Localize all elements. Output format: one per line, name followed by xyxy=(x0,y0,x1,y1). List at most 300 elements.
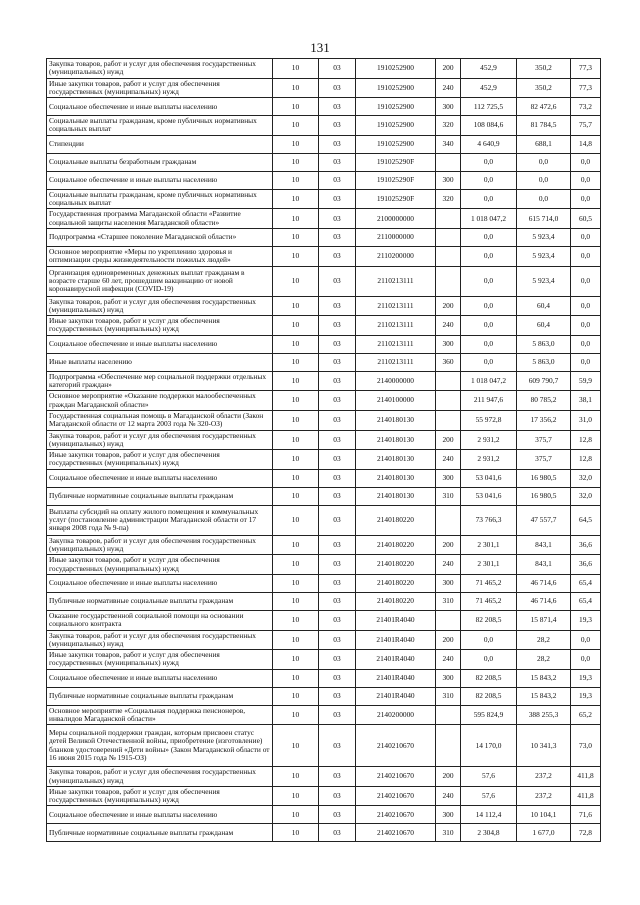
row-plan-amount: 0,0 xyxy=(461,266,517,296)
row-executed-amount: 15 871,4 xyxy=(517,610,571,630)
row-target-article: 191025290F xyxy=(356,189,436,209)
row-plan-amount: 0,0 xyxy=(461,316,517,336)
row-executed-amount: 0,0 xyxy=(517,189,571,209)
row-name: Иные закупки товаров, работ и услуг для обеспечения государственных (муниципальных) нужд xyxy=(47,78,273,98)
row-section: 10 xyxy=(273,371,319,391)
row-percent: 0,0 xyxy=(571,246,601,266)
row-subsection: 03 xyxy=(319,371,356,391)
table-row xyxy=(47,592,601,610)
row-section: 10 xyxy=(273,469,319,487)
table-row xyxy=(47,135,601,153)
row-name: Основное мероприятие «Меры по укреплению здоровья и оптимизации среды жизнедеятельности пожилых людей» xyxy=(47,246,273,266)
row-executed-amount: 5 863,0 xyxy=(517,353,571,371)
row-target-article: 2140100000 xyxy=(356,391,436,411)
row-plan-amount: 0,0 xyxy=(461,228,517,246)
row-section: 10 xyxy=(273,630,319,650)
row-section: 10 xyxy=(273,705,319,725)
row-name: Закупка товаров, работ и услуг для обеспечения государственных (муниципальных) нужд xyxy=(47,630,273,650)
row-expense-type: 240 xyxy=(436,316,461,336)
row-target-article: 2140180130 xyxy=(356,487,436,505)
row-section: 10 xyxy=(273,335,319,353)
row-percent: 65,4 xyxy=(571,592,601,610)
row-section: 10 xyxy=(273,824,319,842)
table-row xyxy=(47,296,601,316)
row-percent: 0,0 xyxy=(571,171,601,189)
row-executed-amount: 1 677,0 xyxy=(517,824,571,842)
table-row xyxy=(47,669,601,687)
row-subsection: 03 xyxy=(319,650,356,670)
row-subsection: 03 xyxy=(319,469,356,487)
row-target-article: 2140000000 xyxy=(356,371,436,391)
row-percent: 0,0 xyxy=(571,316,601,336)
table-row xyxy=(47,574,601,592)
row-executed-amount: 609 790,7 xyxy=(517,371,571,391)
row-target-article: 2140180130 xyxy=(356,450,436,470)
row-expense-type: 200 xyxy=(436,59,461,79)
row-subsection: 03 xyxy=(319,450,356,470)
row-plan-amount: 0,0 xyxy=(461,171,517,189)
table-body xyxy=(47,59,601,842)
row-target-article: 21401R4040 xyxy=(356,630,436,650)
row-plan-amount: 2 301,1 xyxy=(461,535,517,555)
row-executed-amount: 15 843,2 xyxy=(517,687,571,705)
row-name: Публичные нормативные социальные выплаты гражданам xyxy=(47,487,273,505)
row-percent: 0,0 xyxy=(571,353,601,371)
row-section: 10 xyxy=(273,246,319,266)
row-percent: 64,5 xyxy=(571,505,601,535)
row-subsection: 03 xyxy=(319,296,356,316)
row-executed-amount: 350,2 xyxy=(517,78,571,98)
table-row xyxy=(47,469,601,487)
row-target-article: 2140200000 xyxy=(356,705,436,725)
row-target-article: 1910252900 xyxy=(356,78,436,98)
row-plan-amount: 73 766,3 xyxy=(461,505,517,535)
row-name: Иные закупки товаров, работ и услуг для обеспечения государственных (муниципальных) нужд xyxy=(47,555,273,575)
row-percent: 36,6 xyxy=(571,535,601,555)
row-section: 10 xyxy=(273,535,319,555)
row-target-article: 2140180220 xyxy=(356,574,436,592)
row-target-article: 2140210670 xyxy=(356,824,436,842)
row-expense-type xyxy=(436,391,461,411)
row-subsection: 03 xyxy=(319,555,356,575)
row-executed-amount: 375,7 xyxy=(517,450,571,470)
row-section: 10 xyxy=(273,786,319,806)
row-executed-amount: 237,2 xyxy=(517,767,571,787)
row-executed-amount: 10 104,1 xyxy=(517,806,571,824)
row-name: Меры социальной поддержки граждан, которым присвоен статус детей Великой Отечественной войны, приобретение (изготовление) бланков удостоверений «Дети войны» (Закон Магаданской области от 16 июня 2015 года № 1915-ОЗ) xyxy=(47,725,273,767)
row-target-article: 2100000000 xyxy=(356,209,436,229)
row-expense-type xyxy=(436,725,461,767)
row-target-article: 2110000000 xyxy=(356,228,436,246)
row-subsection: 03 xyxy=(319,189,356,209)
table-row xyxy=(47,316,601,336)
row-executed-amount: 16 980,5 xyxy=(517,469,571,487)
row-percent: 38,1 xyxy=(571,391,601,411)
table-row xyxy=(47,189,601,209)
row-target-article: 2140180130 xyxy=(356,430,436,450)
row-name: Подпрограмма «Старшее поколение Магаданской области» xyxy=(47,228,273,246)
row-section: 10 xyxy=(273,228,319,246)
table-row xyxy=(47,450,601,470)
row-target-article: 1910252900 xyxy=(356,59,436,79)
row-expense-type: 310 xyxy=(436,487,461,505)
table-row xyxy=(47,705,601,725)
row-plan-amount: 112 725,5 xyxy=(461,98,517,116)
row-executed-amount: 5 923,4 xyxy=(517,266,571,296)
row-name: Иные выплаты населению xyxy=(47,353,273,371)
row-section: 10 xyxy=(273,209,319,229)
row-plan-amount: 55 972,8 xyxy=(461,410,517,430)
row-section: 10 xyxy=(273,725,319,767)
row-plan-amount: 211 947,6 xyxy=(461,391,517,411)
row-expense-type xyxy=(436,228,461,246)
row-expense-type xyxy=(436,246,461,266)
row-subsection: 03 xyxy=(319,430,356,450)
row-name: Оказание государственной социальной помощи на основании социального контракта xyxy=(47,610,273,630)
row-plan-amount: 0,0 xyxy=(461,189,517,209)
row-expense-type: 240 xyxy=(436,78,461,98)
row-target-article: 191025290F xyxy=(356,171,436,189)
table-row xyxy=(47,228,601,246)
row-expense-type: 240 xyxy=(436,786,461,806)
row-percent: 73,0 xyxy=(571,725,601,767)
row-expense-type: 200 xyxy=(436,767,461,787)
table-row xyxy=(47,171,601,189)
row-name: Основное мероприятие «Социальная поддержка пенсионеров, инвалидов Магаданской области» xyxy=(47,705,273,725)
row-plan-amount: 108 084,6 xyxy=(461,116,517,136)
row-target-article: 1910252900 xyxy=(356,116,436,136)
row-plan-amount: 0,0 xyxy=(461,153,517,171)
row-name: Социальное обеспечение и иные выплаты населению xyxy=(47,469,273,487)
row-name: Выплаты субсидий на оплату жилого помещения и коммунальных услуг (постановление администрации Магаданской области от 17 января 2008 года № 9-па) xyxy=(47,505,273,535)
row-section: 10 xyxy=(273,189,319,209)
table-row xyxy=(47,806,601,824)
table-row xyxy=(47,430,601,450)
row-subsection: 03 xyxy=(319,806,356,824)
row-name: Социальное обеспечение и иные выплаты населению xyxy=(47,335,273,353)
row-percent: 73,2 xyxy=(571,98,601,116)
row-percent: 32,0 xyxy=(571,469,601,487)
row-executed-amount: 60,4 xyxy=(517,296,571,316)
row-expense-type: 360 xyxy=(436,353,461,371)
row-plan-amount: 595 824,9 xyxy=(461,705,517,725)
row-section: 10 xyxy=(273,296,319,316)
row-executed-amount: 843,1 xyxy=(517,555,571,575)
table-row xyxy=(47,505,601,535)
row-subsection: 03 xyxy=(319,153,356,171)
row-subsection: 03 xyxy=(319,353,356,371)
row-subsection: 03 xyxy=(319,316,356,336)
row-executed-amount: 82 472,6 xyxy=(517,98,571,116)
row-section: 10 xyxy=(273,767,319,787)
row-section: 10 xyxy=(273,410,319,430)
row-section: 10 xyxy=(273,391,319,411)
row-subsection: 03 xyxy=(319,209,356,229)
row-plan-amount: 2 931,2 xyxy=(461,450,517,470)
row-percent: 31,0 xyxy=(571,410,601,430)
row-expense-type: 300 xyxy=(436,669,461,687)
row-section: 10 xyxy=(273,98,319,116)
table-row xyxy=(47,246,601,266)
row-plan-amount: 452,9 xyxy=(461,59,517,79)
row-name: Социальные выплаты гражданам, кроме публичных нормативных социальных выплат xyxy=(47,116,273,136)
row-executed-amount: 46 714,6 xyxy=(517,592,571,610)
row-percent: 12,8 xyxy=(571,430,601,450)
row-name: Государственная программа Магаданской области «Развитие социальной защиты населения Магаданской области» xyxy=(47,209,273,229)
row-subsection: 03 xyxy=(319,391,356,411)
row-expense-type xyxy=(436,705,461,725)
row-plan-amount: 57,6 xyxy=(461,767,517,787)
row-plan-amount: 1 018 047,2 xyxy=(461,209,517,229)
row-subsection: 03 xyxy=(319,535,356,555)
row-subsection: 03 xyxy=(319,705,356,725)
row-target-article: 2140180220 xyxy=(356,505,436,535)
row-section: 10 xyxy=(273,555,319,575)
row-subsection: 03 xyxy=(319,824,356,842)
row-subsection: 03 xyxy=(319,767,356,787)
row-percent: 32,0 xyxy=(571,487,601,505)
row-expense-type: 200 xyxy=(436,630,461,650)
row-plan-amount: 0,0 xyxy=(461,246,517,266)
table-row xyxy=(47,116,601,136)
row-subsection: 03 xyxy=(319,574,356,592)
row-subsection: 03 xyxy=(319,59,356,79)
row-plan-amount: 0,0 xyxy=(461,296,517,316)
row-executed-amount: 46 714,6 xyxy=(517,574,571,592)
row-plan-amount: 4 640,9 xyxy=(461,135,517,153)
row-executed-amount: 28,2 xyxy=(517,630,571,650)
table-row xyxy=(47,78,601,98)
row-executed-amount: 388 255,3 xyxy=(517,705,571,725)
row-target-article: 2110200000 xyxy=(356,246,436,266)
row-section: 10 xyxy=(273,78,319,98)
row-plan-amount: 82 208,5 xyxy=(461,669,517,687)
row-percent: 60,5 xyxy=(571,209,601,229)
row-percent: 411,8 xyxy=(571,786,601,806)
row-executed-amount: 615 714,0 xyxy=(517,209,571,229)
row-plan-amount: 0,0 xyxy=(461,335,517,353)
row-name: Социальные выплаты гражданам, кроме публичных нормативных социальных выплат xyxy=(47,189,273,209)
row-subsection: 03 xyxy=(319,786,356,806)
row-name: Иные закупки товаров, работ и услуг для обеспечения государственных (муниципальных) нужд xyxy=(47,786,273,806)
row-executed-amount: 5 923,4 xyxy=(517,228,571,246)
row-subsection: 03 xyxy=(319,592,356,610)
row-name: Социальное обеспечение и иные выплаты населению xyxy=(47,98,273,116)
row-expense-type: 310 xyxy=(436,592,461,610)
table-row xyxy=(47,98,601,116)
row-percent: 0,0 xyxy=(571,189,601,209)
row-target-article: 21401R4040 xyxy=(356,650,436,670)
row-target-article: 2140180220 xyxy=(356,555,436,575)
row-percent: 0,0 xyxy=(571,630,601,650)
row-executed-amount: 17 356,2 xyxy=(517,410,571,430)
row-expense-type: 200 xyxy=(436,296,461,316)
row-percent: 77,3 xyxy=(571,59,601,79)
table-row xyxy=(47,353,601,371)
row-subsection: 03 xyxy=(319,228,356,246)
row-expense-type: 340 xyxy=(436,135,461,153)
row-executed-amount: 5 923,4 xyxy=(517,246,571,266)
table-row xyxy=(47,487,601,505)
row-executed-amount: 5 863,0 xyxy=(517,335,571,353)
row-expense-type xyxy=(436,505,461,535)
table-row xyxy=(47,391,601,411)
table-row xyxy=(47,555,601,575)
row-target-article: 2110213111 xyxy=(356,353,436,371)
row-percent: 0,0 xyxy=(571,335,601,353)
row-expense-type: 300 xyxy=(436,469,461,487)
row-name: Социальные выплаты безработным гражданам xyxy=(47,153,273,171)
row-subsection: 03 xyxy=(319,487,356,505)
row-target-article: 191025290F xyxy=(356,153,436,171)
table-row xyxy=(47,824,601,842)
row-subsection: 03 xyxy=(319,78,356,98)
row-executed-amount: 375,7 xyxy=(517,430,571,450)
row-percent: 77,3 xyxy=(571,78,601,98)
table-row xyxy=(47,59,601,79)
row-plan-amount: 82 208,5 xyxy=(461,610,517,630)
row-section: 10 xyxy=(273,430,319,450)
row-section: 10 xyxy=(273,135,319,153)
row-percent: 72,8 xyxy=(571,824,601,842)
row-section: 10 xyxy=(273,687,319,705)
row-plan-amount: 0,0 xyxy=(461,353,517,371)
row-executed-amount: 843,1 xyxy=(517,535,571,555)
row-section: 10 xyxy=(273,316,319,336)
row-plan-amount: 1 018 047,2 xyxy=(461,371,517,391)
row-plan-amount: 0,0 xyxy=(461,650,517,670)
table-row xyxy=(47,610,601,630)
row-target-article: 2140180130 xyxy=(356,469,436,487)
row-target-article: 1910252900 xyxy=(356,135,436,153)
row-expense-type xyxy=(436,209,461,229)
row-name: Закупка товаров, работ и услуг для обеспечения государственных (муниципальных) нужд xyxy=(47,296,273,316)
row-executed-amount: 15 843,2 xyxy=(517,669,571,687)
row-subsection: 03 xyxy=(319,246,356,266)
row-percent: 411,8 xyxy=(571,767,601,787)
table-row xyxy=(47,535,601,555)
table-row xyxy=(47,767,601,787)
row-name: Публичные нормативные социальные выплаты гражданам xyxy=(47,592,273,610)
row-section: 10 xyxy=(273,171,319,189)
table-row xyxy=(47,687,601,705)
row-plan-amount: 71 465,2 xyxy=(461,574,517,592)
row-executed-amount: 237,2 xyxy=(517,786,571,806)
row-plan-amount: 82 208,5 xyxy=(461,687,517,705)
row-section: 10 xyxy=(273,116,319,136)
row-percent: 0,0 xyxy=(571,296,601,316)
row-target-article: 2110213111 xyxy=(356,266,436,296)
row-expense-type xyxy=(436,153,461,171)
row-target-article: 2110213111 xyxy=(356,335,436,353)
row-executed-amount: 47 557,7 xyxy=(517,505,571,535)
row-section: 10 xyxy=(273,592,319,610)
row-percent: 14,8 xyxy=(571,135,601,153)
row-percent: 0,0 xyxy=(571,153,601,171)
row-percent: 19,3 xyxy=(571,669,601,687)
row-plan-amount: 53 041,6 xyxy=(461,487,517,505)
row-executed-amount: 16 980,5 xyxy=(517,487,571,505)
row-plan-amount: 2 931,2 xyxy=(461,430,517,450)
row-plan-amount: 14 112,4 xyxy=(461,806,517,824)
row-target-article: 2110213111 xyxy=(356,316,436,336)
row-target-article: 2140210670 xyxy=(356,786,436,806)
row-expense-type: 240 xyxy=(436,450,461,470)
row-executed-amount: 688,1 xyxy=(517,135,571,153)
row-subsection: 03 xyxy=(319,410,356,430)
row-target-article: 2140180220 xyxy=(356,592,436,610)
row-name: Основное мероприятие «Оказание поддержки малообеспеченных граждан Магаданской области» xyxy=(47,391,273,411)
row-section: 10 xyxy=(273,574,319,592)
row-plan-amount: 71 465,2 xyxy=(461,592,517,610)
table-row xyxy=(47,786,601,806)
row-subsection: 03 xyxy=(319,266,356,296)
row-target-article: 21401R4040 xyxy=(356,610,436,630)
table-row xyxy=(47,725,601,767)
row-target-article: 2140210670 xyxy=(356,767,436,787)
row-name: Закупка товаров, работ и услуг для обеспечения государственных (муниципальных) нужд xyxy=(47,535,273,555)
row-subsection: 03 xyxy=(319,335,356,353)
row-name: Закупка товаров, работ и услуг для обеспечения государственных (муниципальных) нужд xyxy=(47,430,273,450)
row-percent: 19,3 xyxy=(571,687,601,705)
row-expense-type: 320 xyxy=(436,189,461,209)
row-expense-type xyxy=(436,410,461,430)
row-subsection: 03 xyxy=(319,505,356,535)
row-subsection: 03 xyxy=(319,171,356,189)
row-plan-amount: 2 301,1 xyxy=(461,555,517,575)
row-percent: 12,8 xyxy=(571,450,601,470)
row-expense-type: 310 xyxy=(436,687,461,705)
row-expense-type: 240 xyxy=(436,555,461,575)
row-name: Закупка товаров, работ и услуг для обеспечения государственных (муниципальных) нужд xyxy=(47,59,273,79)
row-name: Стипендии xyxy=(47,135,273,153)
row-expense-type: 300 xyxy=(436,171,461,189)
row-section: 10 xyxy=(273,806,319,824)
row-percent: 65,2 xyxy=(571,705,601,725)
row-target-article: 2140210670 xyxy=(356,725,436,767)
row-target-article: 2140210670 xyxy=(356,806,436,824)
row-name: Иные закупки товаров, работ и услуг для обеспечения государственных (муниципальных) нужд xyxy=(47,450,273,470)
row-section: 10 xyxy=(273,505,319,535)
row-section: 10 xyxy=(273,153,319,171)
row-section: 10 xyxy=(273,610,319,630)
row-plan-amount: 57,6 xyxy=(461,786,517,806)
row-section: 10 xyxy=(273,669,319,687)
row-expense-type: 320 xyxy=(436,116,461,136)
row-expense-type xyxy=(436,371,461,391)
row-name: Социальное обеспечение и иные выплаты населению xyxy=(47,669,273,687)
row-executed-amount: 80 785,2 xyxy=(517,391,571,411)
row-target-article: 21401R4040 xyxy=(356,669,436,687)
row-percent: 19,3 xyxy=(571,610,601,630)
row-target-article: 21401R4040 xyxy=(356,687,436,705)
row-subsection: 03 xyxy=(319,630,356,650)
row-subsection: 03 xyxy=(319,725,356,767)
row-name: Закупка товаров, работ и услуг для обеспечения государственных (муниципальных) нужд xyxy=(47,767,273,787)
table-row xyxy=(47,630,601,650)
row-target-article: 2140180220 xyxy=(356,535,436,555)
row-executed-amount: 350,2 xyxy=(517,59,571,79)
row-name: Социальное обеспечение и иные выплаты населению xyxy=(47,806,273,824)
row-target-article: 2140180130 xyxy=(356,410,436,430)
table-row xyxy=(47,335,601,353)
row-plan-amount: 2 304,8 xyxy=(461,824,517,842)
row-name: Иные закупки товаров, работ и услуг для обеспечения государственных (муниципальных) нужд xyxy=(47,650,273,670)
table-row xyxy=(47,410,601,430)
row-percent: 0,0 xyxy=(571,266,601,296)
row-percent: 65,4 xyxy=(571,574,601,592)
row-name: Государственная социальная помощь в Магаданской области (Закон Магаданской области от 12 марта 2003 года № 320-ОЗ) xyxy=(47,410,273,430)
